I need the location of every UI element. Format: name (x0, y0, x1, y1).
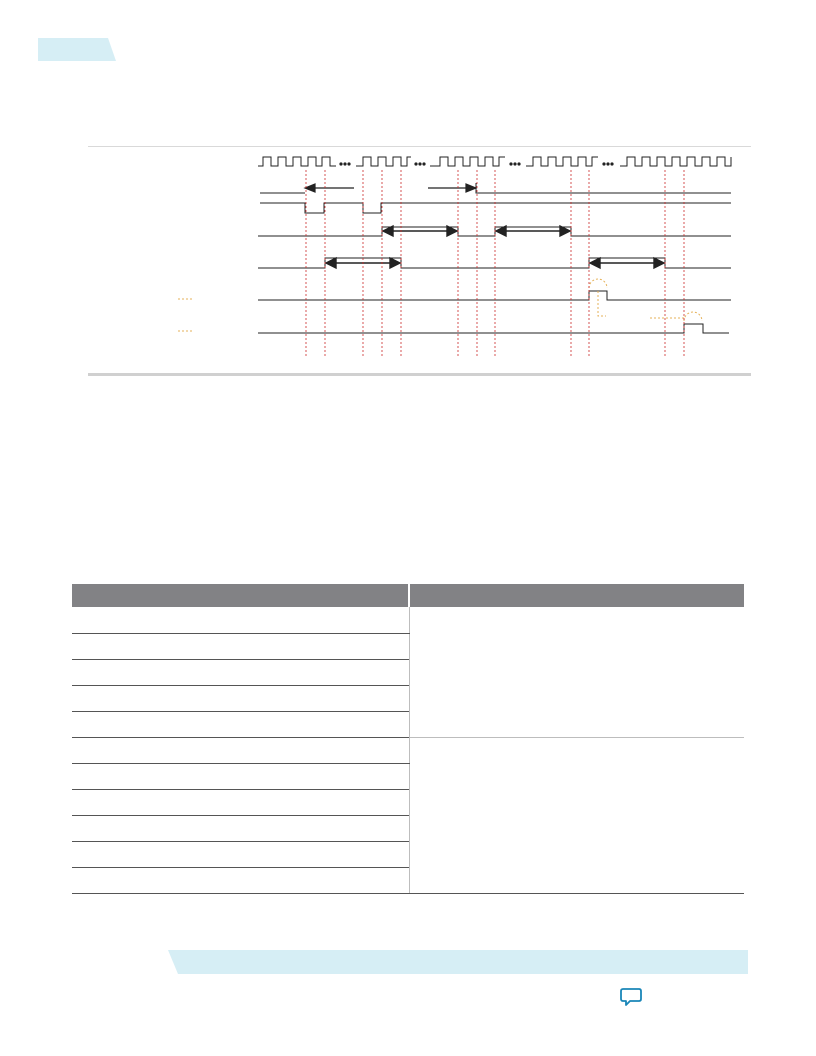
timing-diagram (88, 146, 751, 374)
table-group-cell (409, 607, 744, 738)
table-cell (72, 712, 409, 738)
table-group-cell (409, 738, 744, 894)
table-header-row (72, 584, 744, 607)
table-row (72, 607, 744, 634)
page-header-tab (38, 38, 116, 61)
clock-waveform (258, 157, 731, 166)
signal-5-waveform (258, 291, 731, 300)
table-cell (72, 686, 409, 712)
table-cell (72, 842, 409, 868)
table-cell (72, 868, 409, 894)
signal-2-arrow (305, 184, 476, 192)
table-header-cell (409, 584, 744, 607)
signal-6-waveform (258, 324, 729, 333)
table-cell (72, 790, 409, 816)
header-tab-shape (38, 38, 116, 61)
ellipsis-marks (339, 162, 613, 165)
signal-6-trace (178, 312, 702, 331)
spec-table (72, 584, 744, 894)
table-row (72, 738, 744, 764)
table-cell (72, 634, 409, 660)
table-cell (72, 764, 409, 790)
feedback-icon[interactable] (620, 987, 644, 1009)
table-cell (72, 816, 409, 842)
table-cell (72, 660, 409, 686)
table-header-cell (72, 584, 409, 607)
signal-3-waveform (258, 227, 731, 236)
spec-table-container (72, 584, 744, 894)
speech-bubble-icon (620, 987, 644, 1009)
footer-bar (168, 950, 748, 974)
table-cell (72, 738, 409, 764)
signal-5-trace (178, 279, 607, 316)
table-cell (72, 607, 409, 634)
